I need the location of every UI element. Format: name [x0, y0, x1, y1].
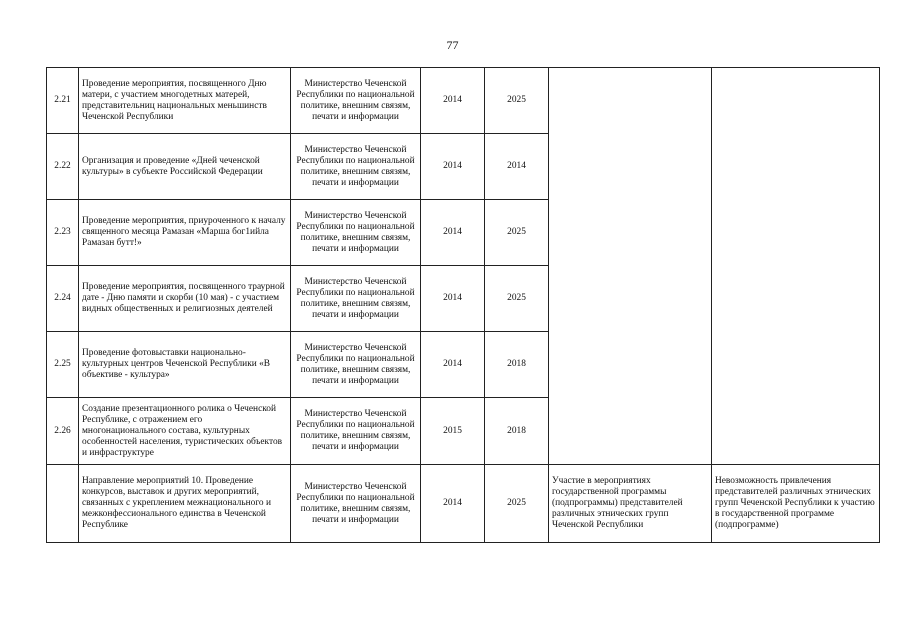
measure-name: Проведение мероприятия, посвященного Дню матери, с участием многодетных матерей, представительниц национальных меньшинств Чеченской Республики	[79, 68, 291, 134]
row-number	[47, 465, 79, 543]
measure-name: Проведение мероприятия, приуроченного к началу священного месяца Рамазан «Марша бог1ийла Рамазан бутт!»	[79, 200, 291, 266]
executor: Министерство Чеченской Республики по национальной политике, внешним связям, печати и информации	[291, 465, 421, 543]
end-year: 2025	[485, 68, 549, 134]
end-year: 2025	[485, 200, 549, 266]
end-year: 2018	[485, 332, 549, 398]
measure-name: Проведение мероприятия, посвященного траурной дате - Дню памяти и скорби (10 мая) - с участием видных общественных и религиозных деятелей	[79, 266, 291, 332]
start-year: 2014	[421, 134, 485, 200]
start-year: 2014	[421, 332, 485, 398]
row-number: 2.24	[47, 266, 79, 332]
measure-name: Направление мероприятий 10. Проведение конкурсов, выставок и других мероприятий, связанных с укреплением межнационального и межконфессионального единства в Чеченской Республике	[79, 465, 291, 543]
row-number: 2.26	[47, 398, 79, 465]
start-year: 2015	[421, 398, 485, 465]
measure-name: Проведение фотовыставки национально-культурных центров Чеченской Республики «В объективе - культура»	[79, 332, 291, 398]
row-number: 2.21	[47, 68, 79, 134]
page-number: 77	[446, 38, 459, 52]
executor: Министерство Чеченской Республики по национальной политике, внешним связям, печати и информации	[291, 266, 421, 332]
implementation-risk: Невозможность привлечения представителей различных этнических групп Чеченской Республики к участию в государственной программе (подпрограмме)	[712, 465, 880, 543]
measure-name: Создание презентационного ролика о Чеченской Республике, с отражением его многонационального состава, культурных особенностей населения, туристических объектов и инфраструктуре	[79, 398, 291, 465]
row-number: 2.25	[47, 332, 79, 398]
executor: Министерство Чеченской Республики по национальной политике, внешним связям, печати и информации	[291, 398, 421, 465]
expected-result: Участие в мероприятиях государственной программы (подпрограммы) представителей различных этнических групп Чеченской Республики	[549, 465, 712, 543]
end-year: 2025	[485, 465, 549, 543]
row-number: 2.22	[47, 134, 79, 200]
table-row	[47, 68, 880, 134]
result-cell-empty	[549, 68, 712, 465]
end-year: 2025	[485, 266, 549, 332]
executor: Министерство Чеченской Республики по национальной политике, внешним связям, печати и информации	[291, 68, 421, 134]
row-number: 2.23	[47, 200, 79, 266]
measure-name: Организация и проведение «Дней чеченской культуры» в субъекте Российской Федерации	[79, 134, 291, 200]
start-year: 2014	[421, 200, 485, 266]
executor: Министерство Чеченской Республики по национальной политике, внешним связям, печати и информации	[291, 200, 421, 266]
executor: Министерство Чеченской Республики по национальной политике, внешним связям, печати и информации	[291, 332, 421, 398]
start-year: 2014	[421, 68, 485, 134]
risk-cell-empty	[712, 68, 880, 465]
end-year: 2018	[485, 398, 549, 465]
measures-table	[46, 67, 880, 543]
start-year: 2014	[421, 266, 485, 332]
end-year: 2014	[485, 134, 549, 200]
table-row-direction	[47, 465, 880, 543]
start-year: 2014	[421, 465, 485, 543]
executor: Министерство Чеченской Республики по национальной политике, внешним связям, печати и информации	[291, 134, 421, 200]
